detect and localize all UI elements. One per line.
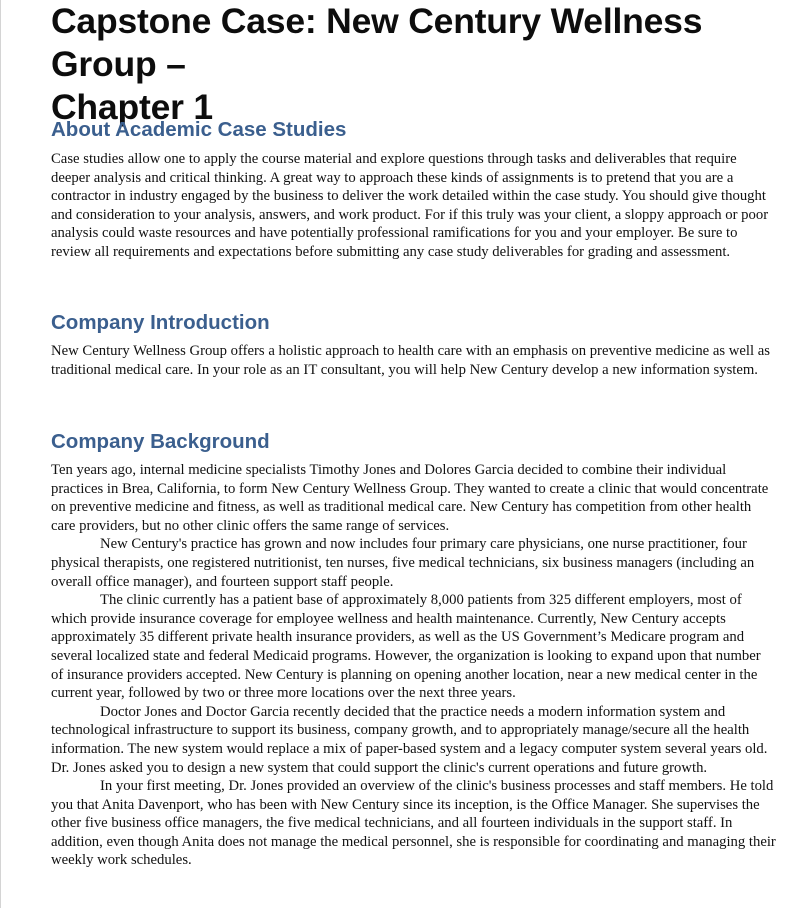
paragraph-company-introduction: New Century Wellness Group offers a holistic approach to health care with an emphasis on preventive medicine as well as traditional medical care. In your role as an IT consultant, you will help New Century develop a new information system.	[51, 343, 770, 378]
section-heading-company-introduction: Company Introduction	[51, 311, 270, 334]
section-heading-company-background: Company Background	[51, 430, 270, 453]
paragraph-background-5: In your first meeting, Dr. Jones provided an overview of the clinic's business processes and staff members. He told you that Anita Davenport, who has been with New Century since its inception, is the Office Manager. She supervises the other five business office managers, the five medical technicians, and all fourteen individuals in the support staff. In addition, even though Anita does not manage the medical personnel, she is responsible for coordinating and managing their weekly work schedules.	[51, 778, 776, 869]
paragraph-about-case-studies: Case studies allow one to apply the course material and explore questions through tasks and deliverables that require deeper analysis and critical thinking. A great way to approach these kinds of assignments is to pretend that you are a contractor in industry engaged by the business to deliver the work detailed within the case study. You should give thought and consideration to your analysis, answers, and work product. For if this truly was your client, a sloppy approach or poor analysis could waste resources and have potentially professional ramifications for you and your employer. Be sure to review all requirements and expectations before submitting any case study deliverables for grading and assessment.	[51, 151, 769, 260]
document-title	[51, 0, 791, 129]
document-title-line-2: Chapter 1	[51, 87, 213, 127]
section-heading-about-case-studies: About Academic Case Studies	[51, 118, 347, 141]
company-background-body	[51, 461, 776, 870]
paragraph-background-1: Ten years ago, internal medicine specialists Timothy Jones and Dolores Garcia decided to combine their individual practices in Brea, California, to form New Century Wellness Group. They wanted to create a clinic that would concentrate on preventive medicine and fitness, as well as traditional medical care. New Century has competition from other health care providers, but no other clinic offers the same range of services.	[51, 462, 769, 534]
paragraph-background-3: The clinic currently has a patient base of approximately 8,000 patients from 325 different employers, most of which provide insurance coverage for employee wellness and health maintenance. Currently, New Century accepts approximately 35 different private health insurance providers, as well as the US Government’s Medicare program and several localized state and federal Medicaid programs. However, the organization is looking to expand upon that number of insurance providers accepted. New Century is planning on opening another location, near a new medical center in the current year, followed by two or three more locations over the next three years.	[51, 592, 761, 702]
document-title-line-1: Capstone Case: New Century Wellness Group –	[51, 1, 703, 84]
paragraph-background-2: New Century's practice has grown and now includes four primary care physicians, one nurse practitioner, four physical therapists, one registered nutritionist, ten nurses, five medical technicians, six business managers (including an overall office manager), and fourteen support staff people.	[51, 536, 755, 590]
paragraph-background-4: Doctor Jones and Doctor Garcia recently decided that the practice needs a modern information system and technological infrastructure to support its business, company growth, and to appropriately manage/secure all the health information. The new system would replace a mix of paper-based system and a legacy computer system several years old. Dr. Jones asked you to design a new system that could support the clinic's current operations and future growth.	[51, 703, 768, 776]
